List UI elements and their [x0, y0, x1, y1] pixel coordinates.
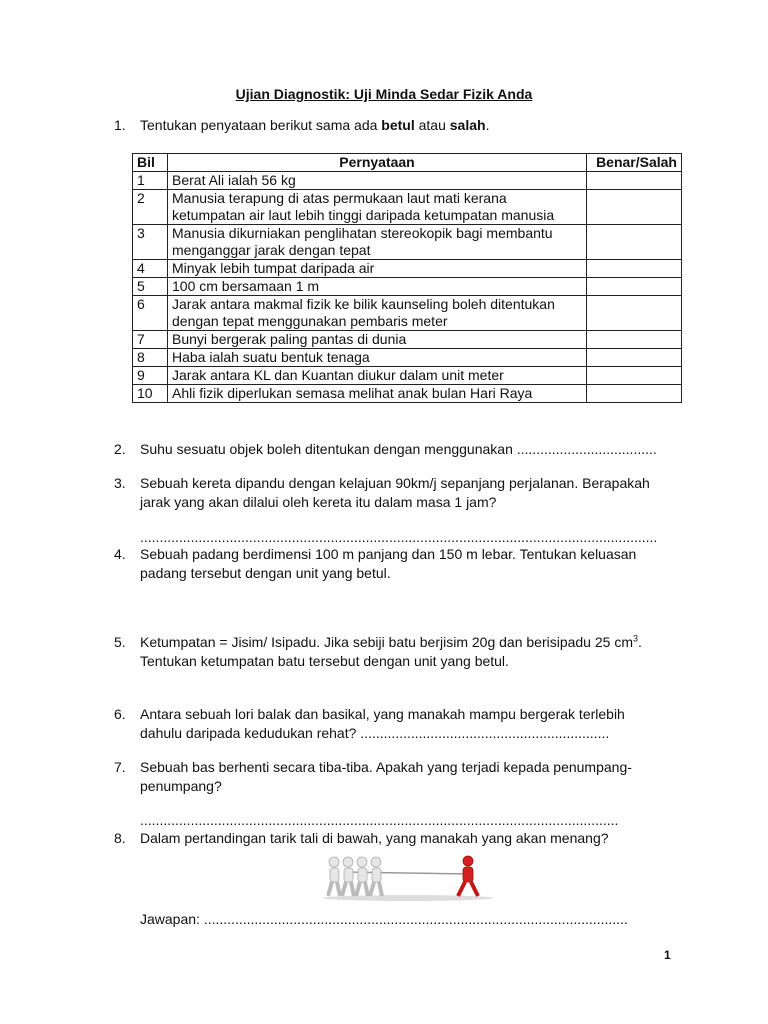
question-text-line: padang tersebut dengan unit yang betul. [140, 565, 391, 581]
row-answer-cell[interactable] [587, 331, 682, 349]
superscript-3: 3 [632, 633, 638, 644]
table-row [133, 296, 682, 331]
row-answer-cell[interactable] [587, 349, 682, 367]
table-row [133, 349, 682, 367]
question-text: Dalam pertandingan tarik tali di bawah, yang manakah yang akan menang? [140, 830, 609, 846]
question-number: 3. [114, 475, 126, 491]
white-figures-icon [328, 857, 382, 896]
red-figure-icon [458, 856, 478, 896]
table-row [133, 260, 682, 278]
row-bil: 2 [133, 190, 168, 225]
question-text-line: Ketumpatan = Jisim/ Isipadu. Jika sebiji batu berjisim 20g dan berisipadu 25 cm [140, 634, 633, 650]
row-statement: Bunyi bergerak paling pantas di dunia [168, 331, 587, 349]
question-1 [114, 116, 674, 135]
q1-bold-salah: salah [449, 117, 486, 133]
header-pernyataan: Pernyataan [168, 154, 587, 172]
question-7 [114, 758, 674, 796]
row-answer-cell[interactable] [587, 260, 682, 278]
page-number: 1 [664, 948, 671, 962]
answer-blank[interactable]: ..................................................................................................................................... [140, 529, 658, 545]
statement-table [132, 153, 682, 403]
table-row [133, 225, 682, 260]
q1-bold-betul: betul [381, 117, 415, 133]
row-answer-cell[interactable] [587, 172, 682, 190]
q1-text-mid: atau [414, 117, 450, 133]
row-statement: Haba ialah suatu bentuk tenaga [168, 349, 587, 367]
question-number: 4. [114, 546, 126, 562]
table-row [133, 190, 682, 225]
answer-blank[interactable]: .................................... [516, 441, 657, 457]
question-8-answer [114, 910, 674, 929]
q1-text-end: . [485, 117, 490, 133]
row-statement: Berat Ali ialah 56 kg [168, 172, 587, 190]
table-header-row [133, 154, 682, 172]
question-text-line: jarak yang akan dilalui oleh kereta itu dalam masa 1 jam? [140, 494, 497, 510]
question-7-answer [114, 811, 674, 830]
row-bil: 6 [133, 296, 168, 331]
row-statement: Manusia terapung di atas permukaan laut mati kerana ketumpatan air laut lebih tinggi daripada ketumpatan manusia [168, 190, 587, 225]
row-statement: Jarak antara makmal fizik ke bilik kaunseling boleh ditentukan dengan tepat menggunakan pembaris meter [168, 296, 587, 331]
question-6 [114, 705, 674, 743]
row-statement: Ahli fizik diperlukan semasa melihat anak bulan Hari Raya [168, 385, 587, 403]
row-answer-cell[interactable] [587, 190, 682, 225]
header-benar-salah: Benar/Salah [587, 154, 682, 172]
row-answer-cell[interactable] [587, 278, 682, 296]
table-row [133, 172, 682, 190]
answer-blank[interactable]: ................................................................ [360, 725, 610, 741]
row-bil: 10 [133, 385, 168, 403]
row-bil: 7 [133, 331, 168, 349]
q1-text-before: Tentukan penyataan berikut sama ada [140, 117, 382, 133]
tug-of-war-illustration [318, 852, 498, 902]
table-row [133, 367, 682, 385]
row-answer-cell[interactable] [587, 296, 682, 331]
row-statement: 100 cm bersamaan 1 m [168, 278, 587, 296]
row-statement: Minyak lebih tumpat daripada air [168, 260, 587, 278]
row-statement: Jarak antara KL dan Kuantan diukur dalam unit meter [168, 367, 587, 385]
question-text-line: Antara sebuah lori balak dan basikal, yang manakah mampu bergerak terlebih [140, 706, 625, 722]
question-number: 2. [114, 441, 126, 457]
row-bil: 9 [133, 367, 168, 385]
row-bil: 4 [133, 260, 168, 278]
question-4 [114, 545, 674, 583]
question-text-end: . [638, 634, 642, 650]
question-text-line: Sebuah padang berdimensi 100 m panjang dan 150 m lebar. Tentukan keluasan [140, 546, 637, 562]
question-text-line: Sebuah kereta dipandu dengan kelajuan 90km/j sepanjang perjalanan. Berapakah [140, 475, 650, 491]
table-row [133, 385, 682, 403]
question-number: 1. [114, 117, 126, 133]
answer-blank[interactable]: ............................................................................................................. [203, 911, 628, 927]
question-text-line: Tentukan ketumpatan batu tersebut dengan unit yang betul. [140, 653, 509, 669]
row-bil: 3 [133, 225, 168, 260]
row-answer-cell[interactable] [587, 385, 682, 403]
answer-label: Jawapan: [140, 911, 200, 927]
question-text-line: penumpang? [140, 778, 222, 794]
table-row [133, 331, 682, 349]
question-text: Suhu sesuatu objek boleh ditentukan dengan menggunakan [140, 441, 513, 457]
question-text-line: dahulu daripada kedudukan rehat? [140, 725, 357, 741]
row-bil: 1 [133, 172, 168, 190]
table-row [133, 278, 682, 296]
question-text-line: Sebuah bas berhenti secara tiba-tiba. Apakah yang terjadi kepada penumpang- [140, 759, 632, 775]
row-statement: Manusia dikurniakan penglihatan stereokopik bagi membantu menganggar jarak dengan tepat [168, 225, 587, 260]
question-number: 7. [114, 759, 126, 775]
question-number: 5. [114, 634, 126, 650]
header-bil: Bil [133, 154, 168, 172]
question-5 [114, 633, 674, 671]
row-answer-cell[interactable] [587, 225, 682, 260]
question-number: 6. [114, 706, 126, 722]
row-bil: 8 [133, 349, 168, 367]
question-3 [114, 474, 674, 512]
question-number: 8. [114, 830, 126, 846]
question-2 [114, 440, 684, 459]
answer-blank[interactable]: ........................................................................................................................... [140, 812, 619, 828]
question-8 [114, 829, 674, 848]
page-title: Ujian Diagnostik: Uji Minda Sedar Fizik Anda [235, 86, 533, 102]
row-bil: 5 [133, 278, 168, 296]
question-text [140, 116, 674, 135]
row-answer-cell[interactable] [587, 367, 682, 385]
